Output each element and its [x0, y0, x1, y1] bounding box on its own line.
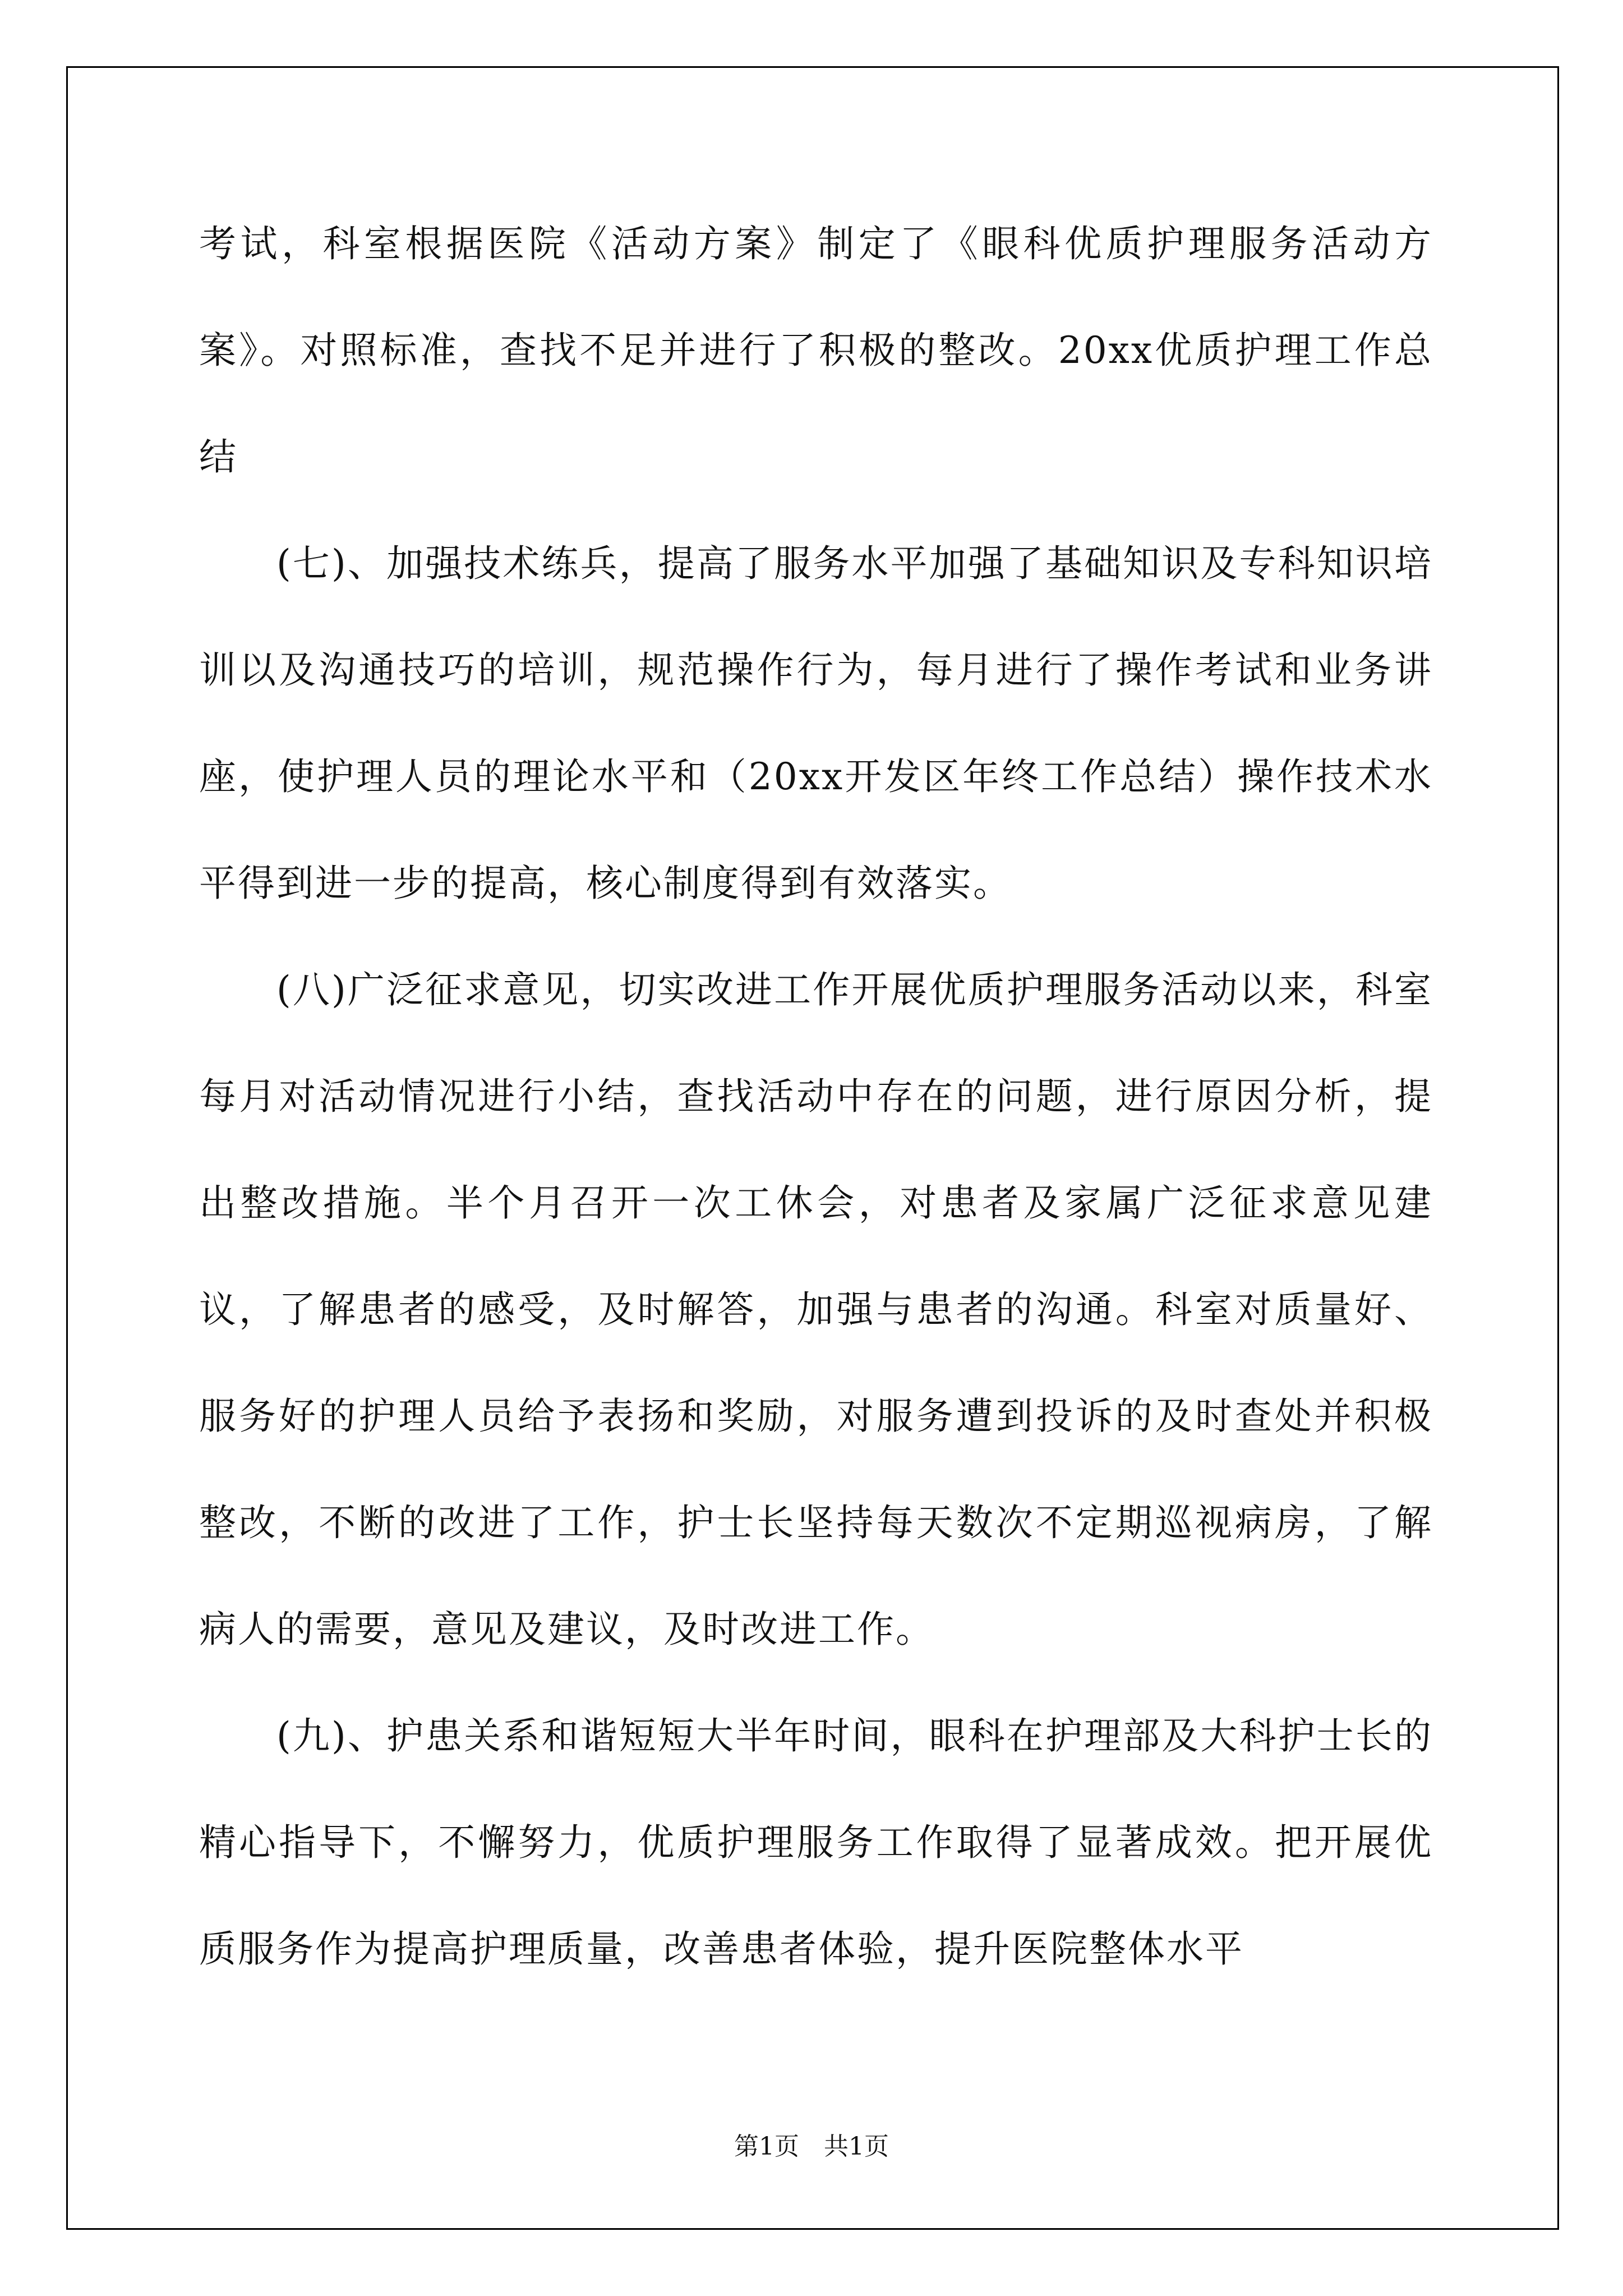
paragraph-section-7: (七)、加强技术练兵，提高了服务水平加强了基础知识及专科知识培训以及沟通技巧的培训，规范操作行为，每月进行了操作考试和业务讲座，使护理人员的理论水平和（20xx开发区年终工作总结）操作技术水平得到进一步的提高，核心制度得到有效落实。 [199, 542, 1433, 905]
paragraph-section-8: (八)广泛征求意见，切实改进工作开展优质护理服务活动以来，科室每月对活动情况进行小结，查找活动中存在的问题，进行原因分析，提出整改措施。半个月召开一次工休会，对患者及家属广泛征求意见建议，了解患者的感受，及时解答，加强与患者的沟通。科室对质量好、服务好的护理人员给予表扬和奖励，对服务遭到投诉的及时查处并积极整改，不断的改进了工作，护士长坚持每天数次不定期巡视病房，了解病人的需要，意见及建议，及时改进工作。 [199, 968, 1433, 1651]
page-total: 共1页 [824, 2132, 889, 2161]
document-body [199, 191, 1433, 2003]
paragraph-continuation: 考试，科室根据医院《活动方案》制定了《眼科优质护理服务活动方案》。对照标准，查找不足并进行了积极的整改。20xx优质护理工作总结 [199, 222, 1433, 478]
paragraph-section-9: (九)、护患关系和谐短短大半年时间，眼科在护理部及大科护士长的精心指导下，不懈努力，优质护理服务工作取得了显著成效。把开展优质服务作为提高护理质量，改善患者体验，提升医院整体水平 [199, 1714, 1433, 1971]
page-footer [0, 2126, 1623, 2162]
page-number: 第1页 [734, 2132, 799, 2161]
